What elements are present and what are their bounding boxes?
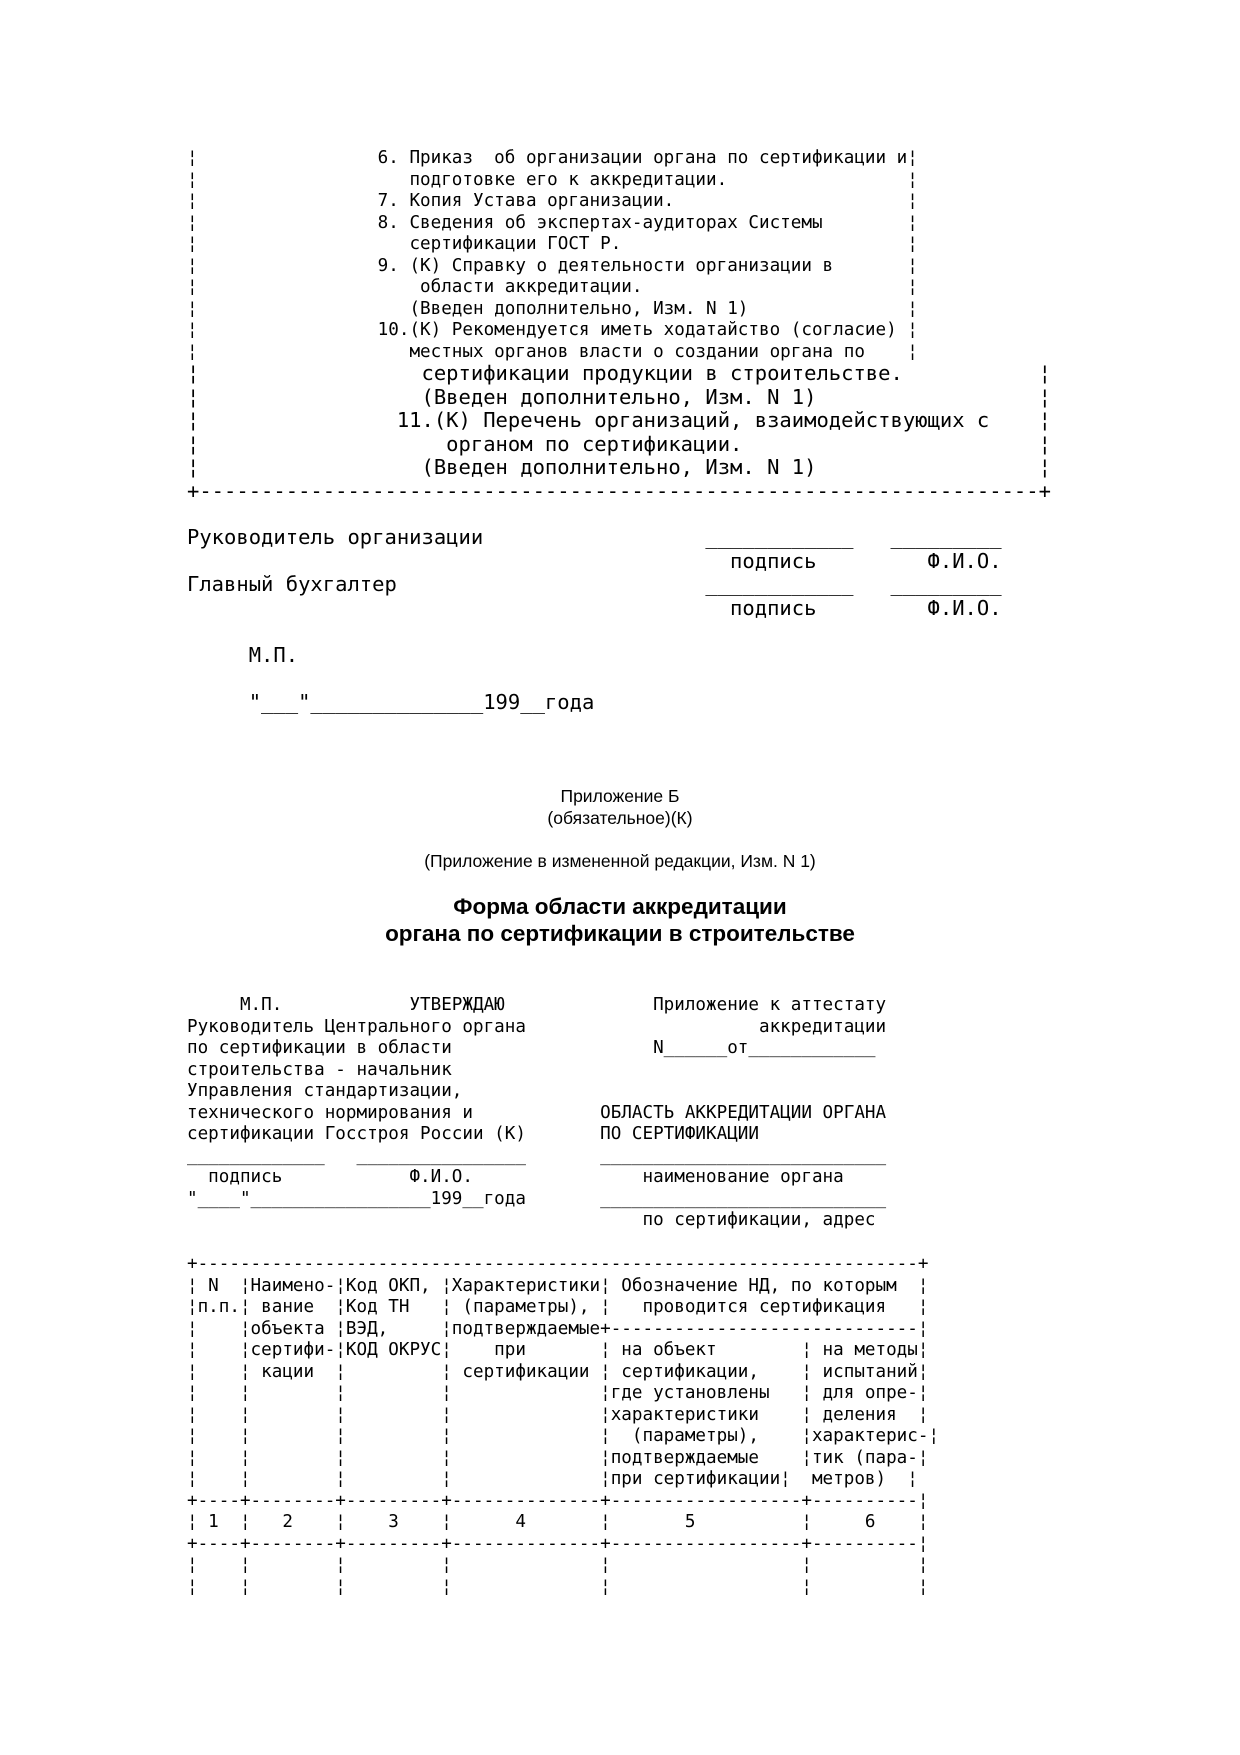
documents-list-box-lower: ¦ сертификации продукции в строительстве. ¦ ¦ (Введен дополнительно, Изм. N 1) ¦ ¦ 11.(К) Перечень организаций, взаимодействующих с ¦ ¦ органом по сертификации. ¦ ¦ (Введен дополнительно, Изм. N 1) ¦ +--------------------------------------------------------------------+ xyxy=(187,361,1051,503)
documents-list-box-upper: ¦ 6. Приказ об организации органа по сертификации и¦ ¦ подготовке его к аккредитации. ¦ ¦ 7. Копия Устава организации. ¦ ¦ 8. Сведения об экспертах-аудиторах Системы ¦ ¦ сертификации ГОСТ Р. ¦ ¦ 9. (К) Справку о деятельности организации в ¦ ¦ области аккредитации. ¦ ¦ (Введен дополнительно, Изм. N 1) ¦ ¦ 10.(К) Рекомендуется иметь ходатайство (согласие) ¦ ¦ местных органов власти о создании органа по ¦ xyxy=(187,148,918,362)
approval-block: М.П. УТВЕРЖДАЮ Приложение к аттестату Руководитель Центрального органа аккредитации по сертификации в области N______от____________ строительства - начальник Управления стандартизации, технического нормирования и ОБЛАСТЬ АККРЕДИТАЦИИ ОРГАНА сертификации Госстроя России (К) ПО СЕРТИФИКАЦИИ _____________ ________________ ___________________________ подпись Ф.И.О. наименование органа "____"_________________199__года ___________________________ по сертификации, адрес xyxy=(187,995,887,1230)
appendix-label: Приложение Б xyxy=(560,786,680,806)
form-title-line2: органа по сертификации в строительстве xyxy=(385,921,855,946)
appendix-status: (обязательное)(К) xyxy=(547,808,693,828)
signature-block: Руководитель организации ____________ _________ подпись Ф.И.О. Главный бухгалтер ____________ _________ подпись Ф.И.О. М.П. "___"______________199__года xyxy=(187,525,1002,714)
accreditation-scope-table: +--------------------------------------------------------------------+ ¦ N ¦Наимено-¦Код ОКП, ¦Характеристики¦ Обозначение НД, по которым ¦ ¦п.п.¦ вание ¦Код ТН ¦ (параметры), ¦ проводится сертификация ¦ ¦ ¦объекта ¦ВЭД, ¦подтверждаемые+-----------------------------¦ ¦ ¦сертифи-¦КОД ОКРУС¦ при ¦ на объект ¦ на методы¦ ¦ ¦ кации ¦ ¦ сертификации ¦ сертификации, ¦ испытаний¦ ¦ ¦ ¦ ¦ ¦где установлены ¦ для опре-¦ ¦ ¦ ¦ ¦ ¦характеристики ¦ деления ¦ ¦ ¦ ¦ ¦ ¦ (параметры), ¦характерис-¦ ¦ ¦ ¦ ¦ ¦подтверждаемые ¦тик (пара-¦ ¦ ¦ ¦ ¦ ¦при сертификации¦ метров) ¦ +----+--------+---------+--------------+------------------+----------¦ ¦ 1 ¦ 2 ¦ 3 ¦ 4 ¦ 5 ¦ 6 ¦ +----+--------+---------+--------------+------------------+----------¦ ¦ ¦ ¦ ¦ ¦ ¦ ¦ ¦ ¦ ¦ ¦ ¦ ¦ ¦ xyxy=(187,1254,940,1597)
form-title-line1: Форма области аккредитации xyxy=(453,894,787,919)
appendix-revision-note: (Приложение в измененной редакции, Изм. N 1) xyxy=(424,851,816,871)
